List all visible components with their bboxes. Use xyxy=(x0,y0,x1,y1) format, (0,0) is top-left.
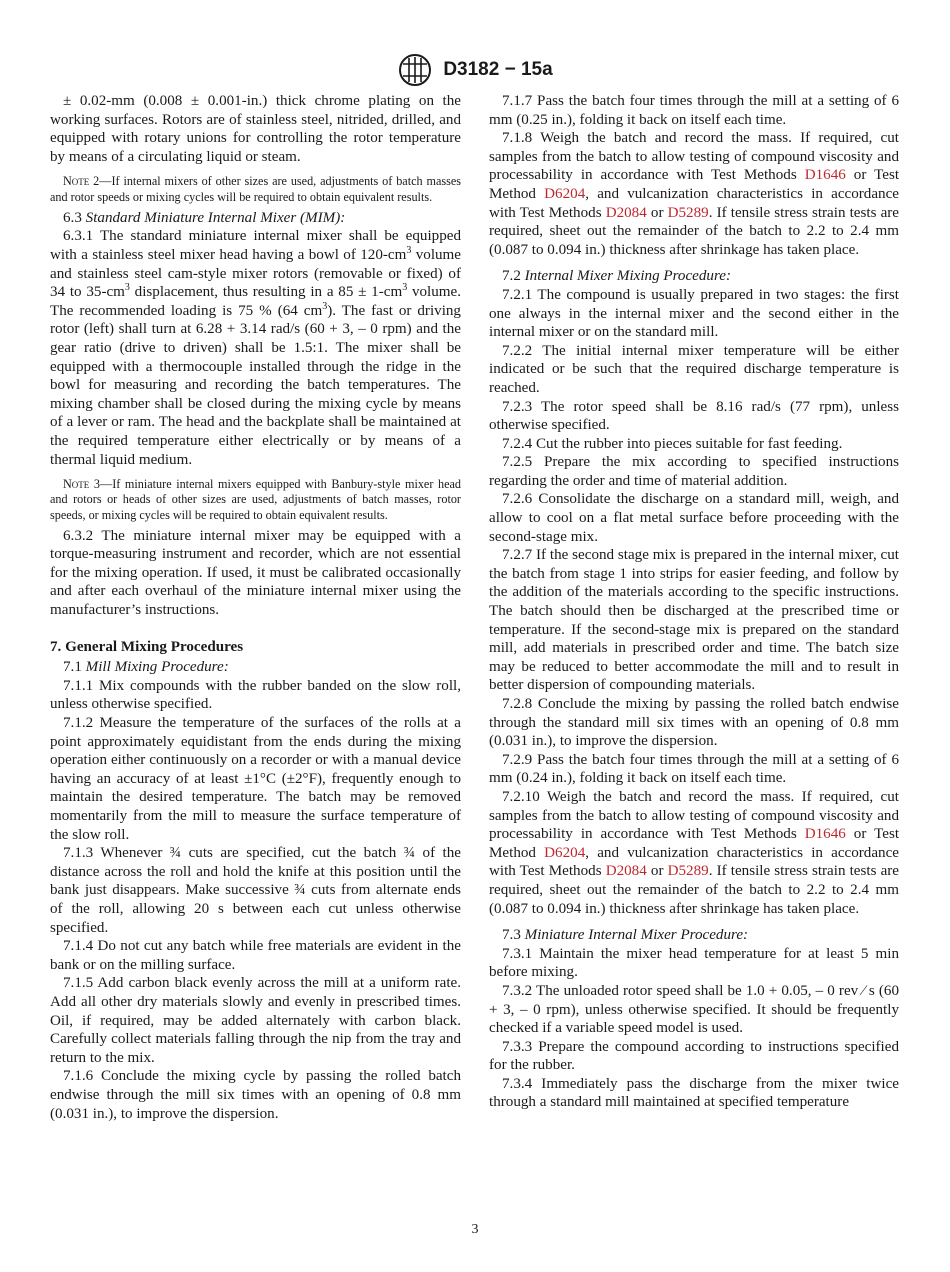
text: or xyxy=(646,863,668,880)
paragraph-6-3-2: 6.3.2 The miniature internal mixer may be equipped with a torque-measuring instrument and recorder, which are not essential for the mixing operation. If used, it must be calibrated occasionally and after each overhaul of the miniature internal mixer using the manufacturer’s instructions. xyxy=(50,527,461,619)
note-text: —If internal mixers of other sizes are used, adjustments of batch masses and rotor speeds or mixing cycles will be required to obtain equivalent results. xyxy=(50,174,461,204)
note-text: —If miniature internal mixers equipped with Banbury-style mixer head and rotors or heads of other sizes are used, adjustments of batch masses, rotor speeds, or mixing cycles will be required to obtain equivalent results. xyxy=(50,477,462,522)
section-heading-6-3 xyxy=(50,209,461,228)
paragraph-7-1-7: 7.1.7 Pass the batch four times through the mill at a setting of 6 mm (0.25 in.), folding it back on itself each time. xyxy=(489,93,899,128)
superscript: 3 xyxy=(322,300,328,312)
ref-link-d1646[interactable]: D1646 xyxy=(804,167,846,184)
text: 6.3.1 The standard miniature internal mixer shall be equipped with a stainless steel mixer head having a bowl of 120-cm xyxy=(50,228,461,263)
section-title: Miniature Internal Mixer Procedure: xyxy=(524,927,749,944)
text: or Test Method xyxy=(489,826,900,861)
paragraph-7-2-3: 7.2.3 The rotor speed shall be 8.16 rad/s (77 rpm), unless otherwise specified. xyxy=(489,398,899,434)
paragraph-7-2-2: 7.2.2 The initial internal mixer temperature will be either indicated or be such that the required discharge temperature is reached. xyxy=(489,342,899,396)
section-number: 7.2 xyxy=(502,268,521,285)
superscript: 3 xyxy=(402,282,408,294)
page-number: 3 xyxy=(471,1222,479,1237)
text: volume and stainless steel cam-style mixer rotors (removable or fixed) of 34 to 35-cm xyxy=(50,246,461,301)
paragraph-7-2-10 xyxy=(489,788,899,918)
ref-link-d5289[interactable]: D5289 xyxy=(667,204,709,221)
paragraph-7-3-1: 7.3.1 Maintain the mixer head temperature for at least 5 min before mixing. xyxy=(489,945,899,981)
paragraph-7-1-6: 7.1.6 Conclude the mixing cycle by passing the rolled batch endwise through the mill six times with an opening of 0.8 mm (0.031 in.), to improve the dispersion. xyxy=(50,1068,461,1122)
note-label: Note 2 xyxy=(63,174,100,189)
ref-link-d6204[interactable]: D6204 xyxy=(544,844,586,861)
paragraph-7-3-2: 7.3.2 The unloaded rotor speed shall be 1.0 + 0.05, – 0 rev ⁄ s (60 + 3, – 0 rpm), unless otherwise specified. It should be frequently checked if a variable speed model is used. xyxy=(489,982,899,1037)
superscript: 3 xyxy=(406,244,412,256)
text: ). The fast or driving rotor (left) shall turn at 6.28 + 3.14 rad/s (60 + 3, – 0 rpm) and the gear ratio (drive to driven) shall be 1.5:1. The mixer shall be equipped with a thermocouple installed through the ridge in the bowl for measuring and recording the batch temperatures. The mixing chamber shall be closed during the mixing cycle by means of a lever or ram. The head and the backplate shall be maintained at the required temperature either electrically or by means of a thermal liquid medium. xyxy=(50,302,461,468)
paragraph-7-1-5: 7.1.5 Add carbon black evenly across the mill at a uniform rate. Add all other dry materials slowly and evenly in prescribed times. Oil, if required, may be added alternately with carbon black. Carefully collect materials falling through the nip from the tray and return to the mix. xyxy=(50,975,461,1066)
section-heading-7-1 xyxy=(50,658,461,677)
text: displacement, thus resulting in a 85 ± 1-cm xyxy=(129,284,403,301)
paragraph: ± 0.02-mm (0.008 ± 0.001-in.) thick chrome plating on the working surfaces. Rotors are of stainless steel, nitrided, drilled, and equipped with rotary unions for controlling the rotor temperature by means of a circulating liquid or steam. xyxy=(50,93,461,165)
text: or Test Method xyxy=(489,167,900,202)
text: . If tensile stress strain tests are required, sheet out the remainder of the batch to 2.2 to 2.4 mm (0.087 to 0.094 in.) thickness after shrinkage has taken place. xyxy=(489,863,899,917)
section-number: 7.3 xyxy=(502,927,521,944)
paragraph-7-2-8: 7.2.8 Conclude the mixing by passing the rolled batch endwise through the standard mill six times with an opening of 0.8 mm (0.031 in.), to improve the dispersion. xyxy=(489,696,899,750)
paragraph-7-3-4: 7.3.4 Immediately pass the discharge from the mixer twice through a standard mill maintained at specified temperature xyxy=(489,1075,899,1111)
page-header xyxy=(0,52,950,88)
text: . If tensile stress strain tests are required, sheet out the remainder of the batch to 2.2 to 2.4 mm (0.087 to 0.094 in.) thickness after shrinkage has taken place. xyxy=(489,204,899,258)
text: , and vulcanization characteristics in accordance with Test Methods xyxy=(489,185,899,221)
paragraph-7-1-3: 7.1.3 Whenever ¾ cuts are specified, cut the batch ¾ of the distance across the roll and hold the knife at this position until the bank just disappears. Make successive ¾ cuts from alternate ends of the roll, allowing 20 s between each cut unless otherwise specified. xyxy=(50,845,461,936)
note-3 xyxy=(50,477,461,523)
paragraph-7-2-4: 7.2.4 Cut the rubber into pieces suitable for fast feeding. xyxy=(502,435,843,452)
section-title: Mill Mixing Procedure: xyxy=(85,659,229,676)
paragraph-6-3-1 xyxy=(50,227,461,469)
astm-logo xyxy=(397,52,433,88)
left-column xyxy=(50,92,461,1123)
paragraph-7-2-7: 7.2.7 If the second stage mix is prepared in the internal mixer, cut the batch from stage 1 into strips for easier feeding, and follow by the addition of the materials according to the specific instructions. The batch should then be discharged at the prescribed time or temperature. If the second-stage mix is prepared on the standard mill, add materials in prescribed order and time. The batch size may be reduced to better accommodate the mill and to result in better dispersion of compounding materials. xyxy=(489,547,899,694)
section-title: Internal Mixer Mixing Procedure: xyxy=(524,268,732,285)
text: , and vulcanization characteristics in accordance with Test Methods xyxy=(489,844,899,880)
note-2 xyxy=(50,174,461,204)
section-number: 7.1 xyxy=(63,659,82,676)
paragraph-7-1-1: 7.1.1 Mix compounds with the rubber banded on the slow roll, unless otherwise specified. xyxy=(50,677,461,713)
paragraph-7-2-6: 7.2.6 Consolidate the discharge on a standard mill, weigh, and allow to cool on a flat metal surface before proceeding with the second-stage mix. xyxy=(489,491,899,545)
section-heading-7: 7. General Mixing Procedures xyxy=(50,638,244,655)
ref-link-d2084[interactable]: D2084 xyxy=(605,204,647,221)
section-heading-7-2 xyxy=(489,267,899,286)
text: 7.1.8 Weigh the batch and record the mass. If required, cut samples from the batch to allow testing of compound viscosity and processability in accordance with Test Methods xyxy=(489,130,899,184)
paragraph-7-1-8 xyxy=(489,129,899,259)
text: volume. The recommended loading is 75 % (64 cm xyxy=(50,284,462,319)
right-column xyxy=(489,92,899,1112)
section-number: 6.3 xyxy=(63,209,82,226)
section-title: Standard Miniature Internal Mixer (MIM): xyxy=(85,209,346,226)
superscript: 3 xyxy=(124,282,130,294)
paragraph-7-3-3: 7.3.3 Prepare the compound according to instructions specified for the rubber. xyxy=(489,1038,899,1074)
paragraph-7-2-9: 7.2.9 Pass the batch four times through the mill at a setting of 6 mm (0.24 in.), folding it back on itself each time. xyxy=(489,751,899,787)
ref-link-d5289[interactable]: D5289 xyxy=(667,863,709,880)
ref-link-d6204[interactable]: D6204 xyxy=(544,185,586,202)
standard-id: D3182 − 15a xyxy=(443,59,553,80)
paragraph-7-1-2: 7.1.2 Measure the temperature of the surfaces of the rolls at a point approximately equidistant from the ends during the mixing operation either continuously on a recorder or with a manual device having an accuracy of at least ±1°C (±2°F), frequently enough to maintain the desired temperature. The batch may be removed momentarily from the mill to measure the surface temperature of the slow roll. xyxy=(50,715,461,843)
paragraph-7-1-4: 7.1.4 Do not cut any batch while free materials are evident in the bank or on the milling surface. xyxy=(50,938,461,973)
ref-link-d1646[interactable]: D1646 xyxy=(804,826,846,843)
note-label: Note 3 xyxy=(63,477,100,492)
text: 7.2.10 Weigh the batch and record the mass. If required, cut samples from the batch to allow testing of compound viscosity and processability in accordance with Test Methods xyxy=(489,788,899,843)
section-heading-7-3 xyxy=(489,926,899,945)
text: or xyxy=(646,204,668,221)
paragraph-7-2-1: 7.2.1 The compound is usually prepared in two stages: the first one always in the internal mixer and the second either in the internal mixer or on the standard mill. xyxy=(489,286,899,341)
ref-link-d2084[interactable]: D2084 xyxy=(605,863,647,880)
paragraph-7-2-5: 7.2.5 Prepare the mix according to specified instructions regarding the order and time of material addition. xyxy=(489,454,899,489)
